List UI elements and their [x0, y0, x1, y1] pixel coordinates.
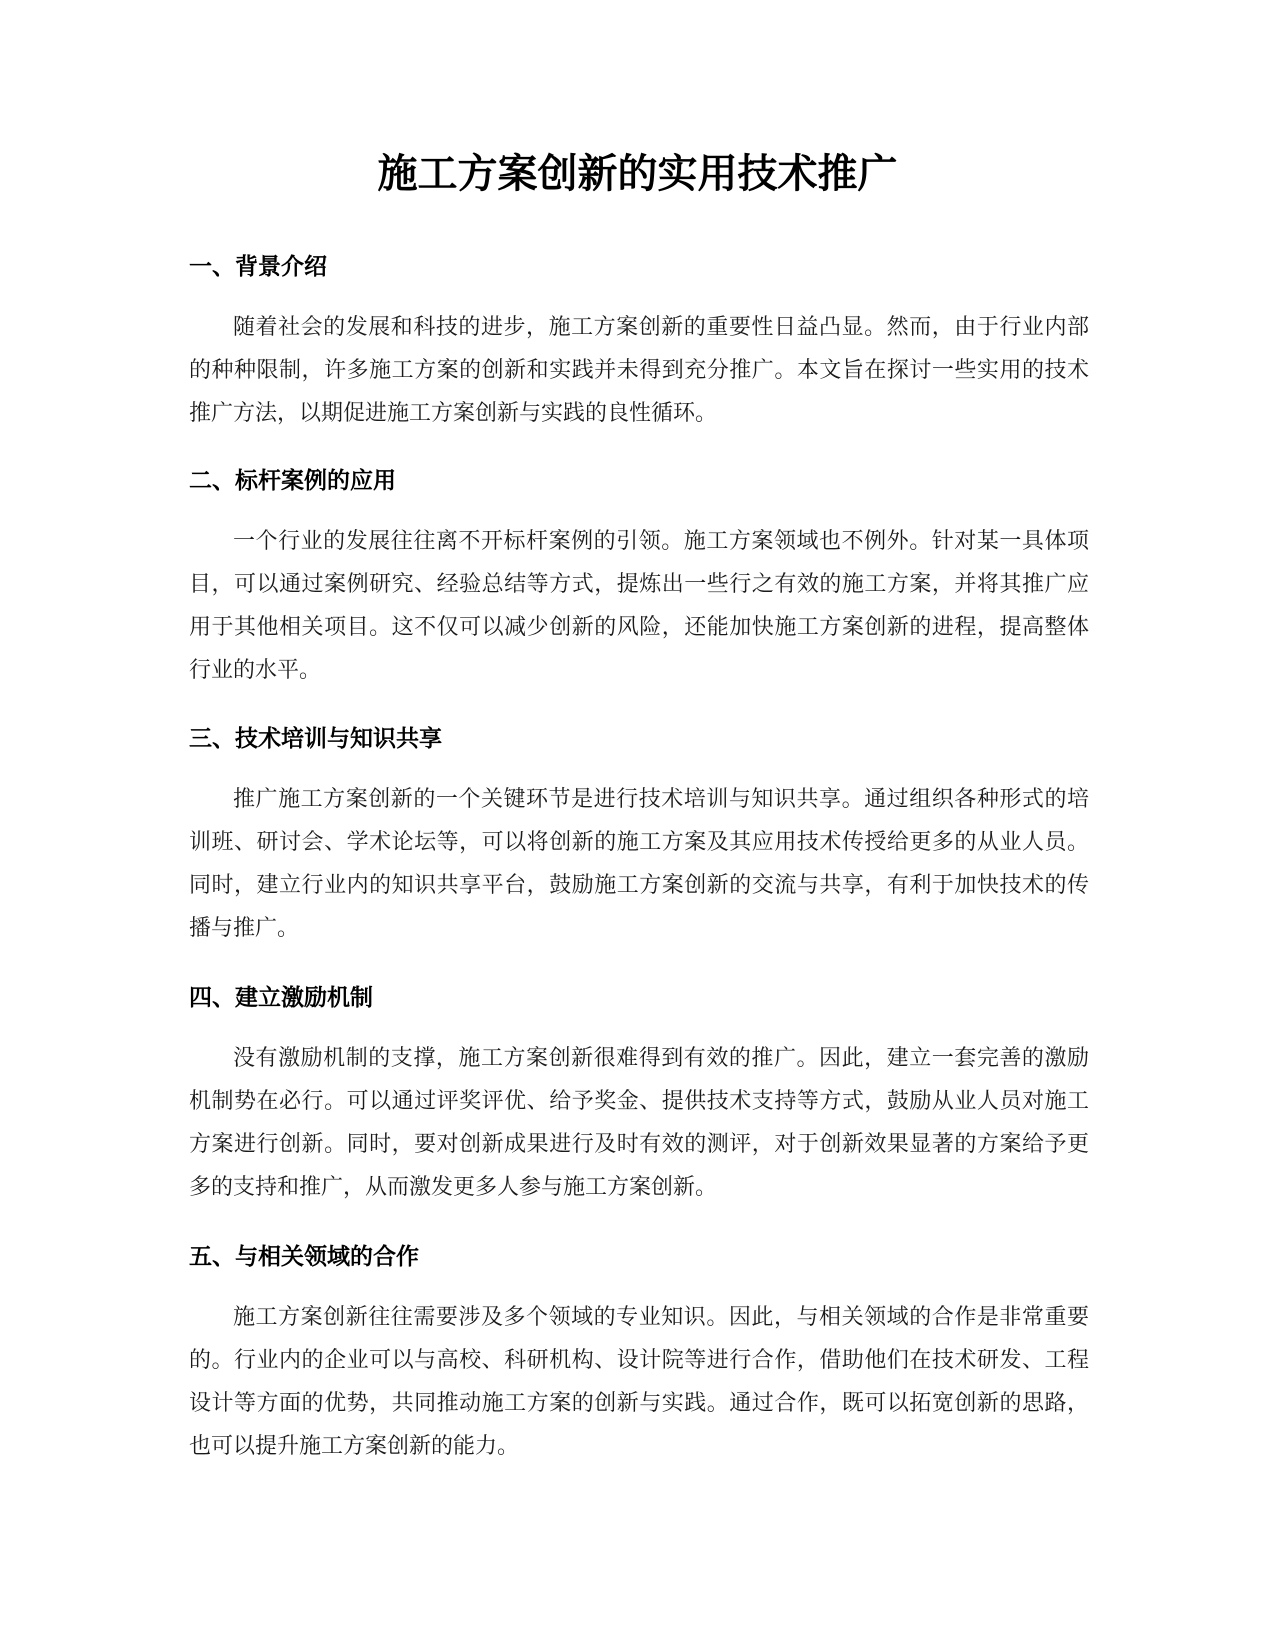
- section-paragraph: 推广施工方案创新的一个关键环节是进行技术培训与知识共享。通过组织各种形式的培训班、研讨会、学术论坛等，可以将创新的施工方案及其应用技术传授给更多的从业人员。同时，建立行业内的知识共享平台，鼓励施工方案创新的交流与共享，有利于加快技术的传播与推广。: [189, 787, 1089, 941]
- section-incentive-mechanism: [189, 983, 1089, 1209]
- section-training-sharing: [189, 724, 1089, 950]
- section-paragraph: 一个行业的发展往往离不开标杆案例的引领。施工方案领域也不例外。针对某一具体项目，可以通过案例研究、经验总结等方式，提炼出一些行之有效的施工方案，并将其推广应用于其他相关项目。这不仅可以减少创新的风险，还能加快施工方案创新的进程，提高整体行业的水平。: [189, 529, 1089, 683]
- section-heading: 四、建立激励机制: [189, 985, 373, 1011]
- section-paragraph: 没有激励机制的支撑，施工方案创新很难得到有效的推广。因此，建立一套完善的激励机制势在必行。可以通过评奖评优、给予奖金、提供技术支持等方式，鼓励从业人员对施工方案进行创新。同时，要对创新成果进行及时有效的测评，对于创新效果显著的方案给予更多的支持和推广，从而激发更多人参与施工方案创新。: [189, 1046, 1089, 1200]
- section-benchmark-cases: [189, 466, 1089, 692]
- section-paragraph: 施工方案创新往往需要涉及多个领域的专业知识。因此，与相关领域的合作是非常重要的。行业内的企业可以与高校、科研机构、设计院等进行合作，借助他们在技术研发、工程设计等方面的优势，共同推动施工方案的创新与实践。通过合作，既可以拓宽创新的思路，也可以提升施工方案创新的能力。: [189, 1305, 1089, 1459]
- section-heading: 二、标杆案例的应用: [189, 468, 396, 494]
- section-background: [189, 252, 1089, 435]
- section-heading: 三、技术培训与知识共享: [189, 726, 442, 752]
- section-heading: 五、与相关领域的合作: [189, 1244, 419, 1270]
- section-cross-field-cooperation: [189, 1242, 1089, 1468]
- section-heading: 一、背景介绍: [189, 254, 327, 280]
- document-title: 施工方案创新的实用技术推广: [377, 151, 898, 197]
- section-paragraph: 随着社会的发展和科技的进步，施工方案创新的重要性日益凸显。然而，由于行业内部的种种限制，许多施工方案的创新和实践并未得到充分推广。本文旨在探讨一些实用的技术推广方法，以期促进施工方案创新与实践的良性循环。: [189, 315, 1089, 426]
